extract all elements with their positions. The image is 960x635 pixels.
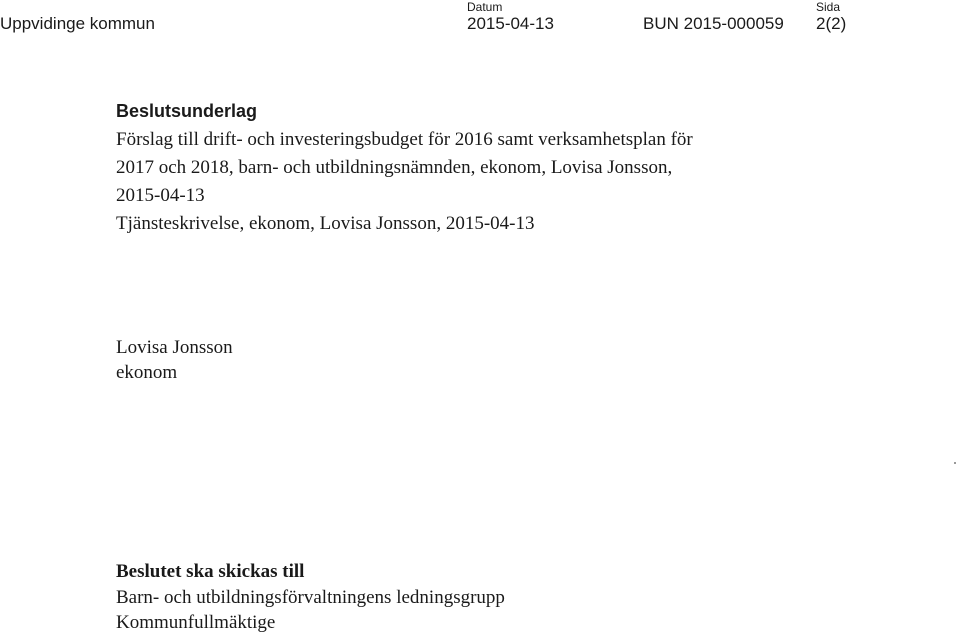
- reference-number: BUN 2015-000059: [643, 14, 784, 33]
- distribution-list: [116, 585, 505, 635]
- signature-block: [116, 335, 233, 385]
- basis-line: 2015-04-13: [116, 185, 205, 206]
- basis-text: [116, 126, 693, 238]
- date-label: Datum: [467, 0, 503, 14]
- distribution-heading: Beslutet ska skickas till: [116, 561, 305, 582]
- scan-speck: [954, 462, 956, 464]
- basis-heading: Beslutsunderlag: [116, 101, 258, 121]
- basis-line: 2017 och 2018, barn- och utbildningsnämnden, ekonom, Lovisa Jonsson,: [116, 157, 673, 178]
- page-number: 2(2): [816, 14, 847, 33]
- organization-name: Uppvidinge kommun: [0, 14, 155, 33]
- page-label: Sida: [816, 0, 841, 14]
- basis-line: Förslag till drift- och investeringsbudget för 2016 samt verksamhetsplan för: [116, 129, 693, 150]
- basis-line: Tjänsteskrivelse, ekonom, Lovisa Jonsson, 2015-04-13: [116, 213, 535, 234]
- signer-name: Lovisa Jonsson: [116, 337, 233, 358]
- date-value: 2015-04-13: [467, 14, 554, 33]
- recipient-item: Kommunfullmäktige: [116, 612, 276, 633]
- recipient-item: Barn- och utbildningsförvaltningens ledningsgrupp: [116, 587, 505, 608]
- signer-title: ekonom: [116, 362, 178, 383]
